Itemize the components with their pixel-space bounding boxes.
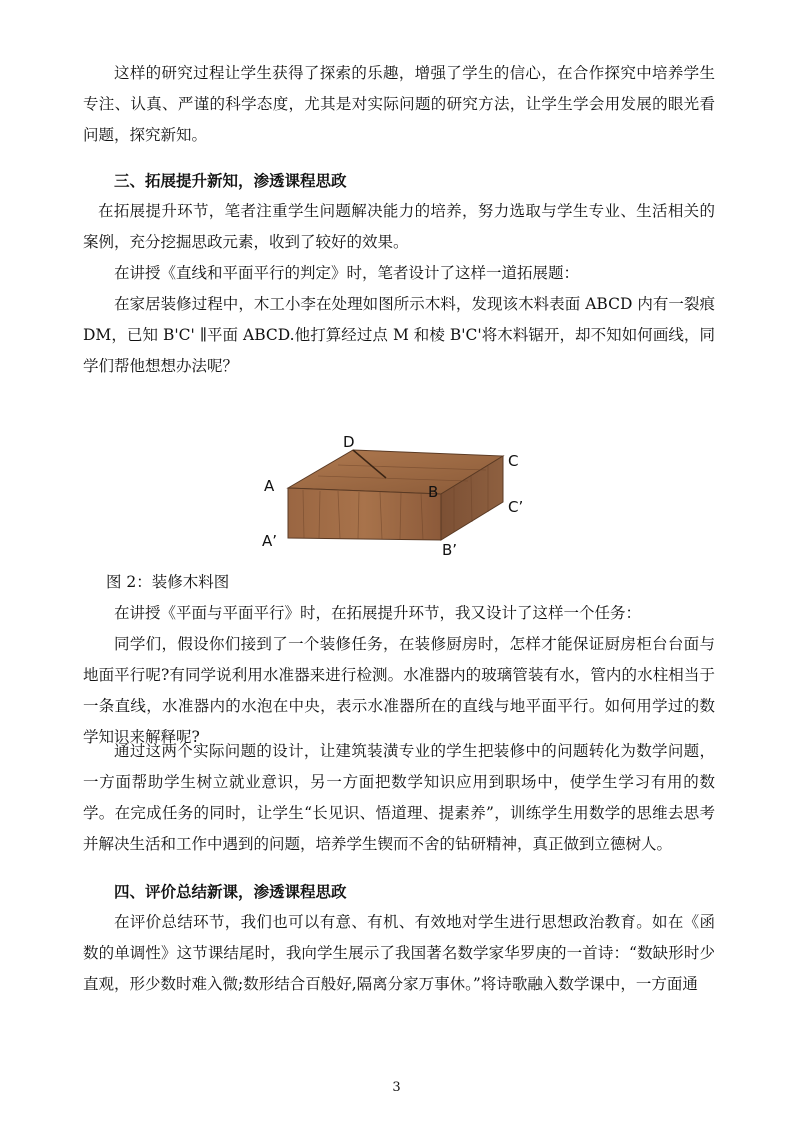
label-b-prime: B’ [442, 541, 458, 559]
front-face [288, 488, 441, 540]
paragraph-lesson-1: 在讲授《直线和平面平行的判定》时，笔者设计了这样一道拓展题： [114, 264, 580, 282]
paragraph-lesson-2: 在讲授《平面与平面平行》时，在拓展提升环节，我又设计了这样一个任务： [114, 604, 642, 622]
label-d: D [343, 433, 355, 451]
label-c-prime: C’ [508, 498, 524, 516]
paragraph-intro: 这样的研究过程让学生获得了探索的乐趣，增强了学生的信心，在合作探究中培养学生专注、认真、严谨的科学态度，尤其是对实际问题的研究方法，让学生学会用发展的眼光看问题，探究新知。 [83, 64, 715, 144]
label-a: A [264, 477, 275, 495]
paragraph-extension: 在拓展提升环节，笔者注重学生问题解决能力的培养，努力选取与学生专业、生活相关的案例，充分挖掘思政元素，收到了较好的效果。 [83, 202, 715, 251]
paragraph-task: 同学们，假设你们接到了一个装修任务，在装修厨房时，怎样才能保证厨房柜台台面与地面平行呢?有同学说利用水准器来进行检测。水准器内的玻璃管装有水，管内的水柱相当于一条直线，水准器内的水泡在中央，表示水准器所在的直线与地平面平行。如何用学过的数学知识来解释呢? [83, 635, 715, 746]
paragraph-summary: 通过这两个实际问题的设计，让建筑装潢专业的学生把装修中的问题转化为数学问题，一方面帮助学生树立就业意识，另一方面把数学知识应用到职场中，使学生学习有用的数学。在完成任务的同时，让学生“长见识、悟道理、提素养”，训练学生用数学的思维去思考并解决生活和工作中遇到的问题，培养学生锲而不舍的钻研精神，真正做到立德树人。 [83, 742, 715, 853]
label-c: C [508, 452, 519, 470]
section-heading-3: 三、拓展提升新知，渗透课程思政 [114, 171, 347, 190]
wood-block-figure [258, 430, 558, 560]
paragraph-problem: 在家居装修过程中，木工小李在处理如图所示木料，发现该木料表面 ABCD 内有一裂痕DM，已知 B'C' ∥平面 ABCD.他打算经过点 M 和棱 B'C'将木料锯开，却不知如何画线，同学们帮他想想办法呢？ [83, 295, 715, 375]
label-b: B [428, 483, 439, 501]
figure-caption: 图 2：装修木料图 [106, 573, 230, 591]
page-number: 3 [392, 1080, 401, 1095]
label-a-prime: A’ [262, 532, 278, 550]
paragraph-evaluation: 在评价总结环节，我们也可以有意、有机、有效地对学生进行思想政治教育。如在《函数的单调性》这节课结尾时，我向学生展示了我国著名数学家华罗庚的一首诗：“数缺形时少直观，形少数时难入微;数形结合百般好,隔离分家万事休。”将诗歌融入数学课中，一方面通 [83, 913, 715, 993]
section-heading-4: 四、评价总结新课，渗透课程思政 [114, 882, 347, 901]
